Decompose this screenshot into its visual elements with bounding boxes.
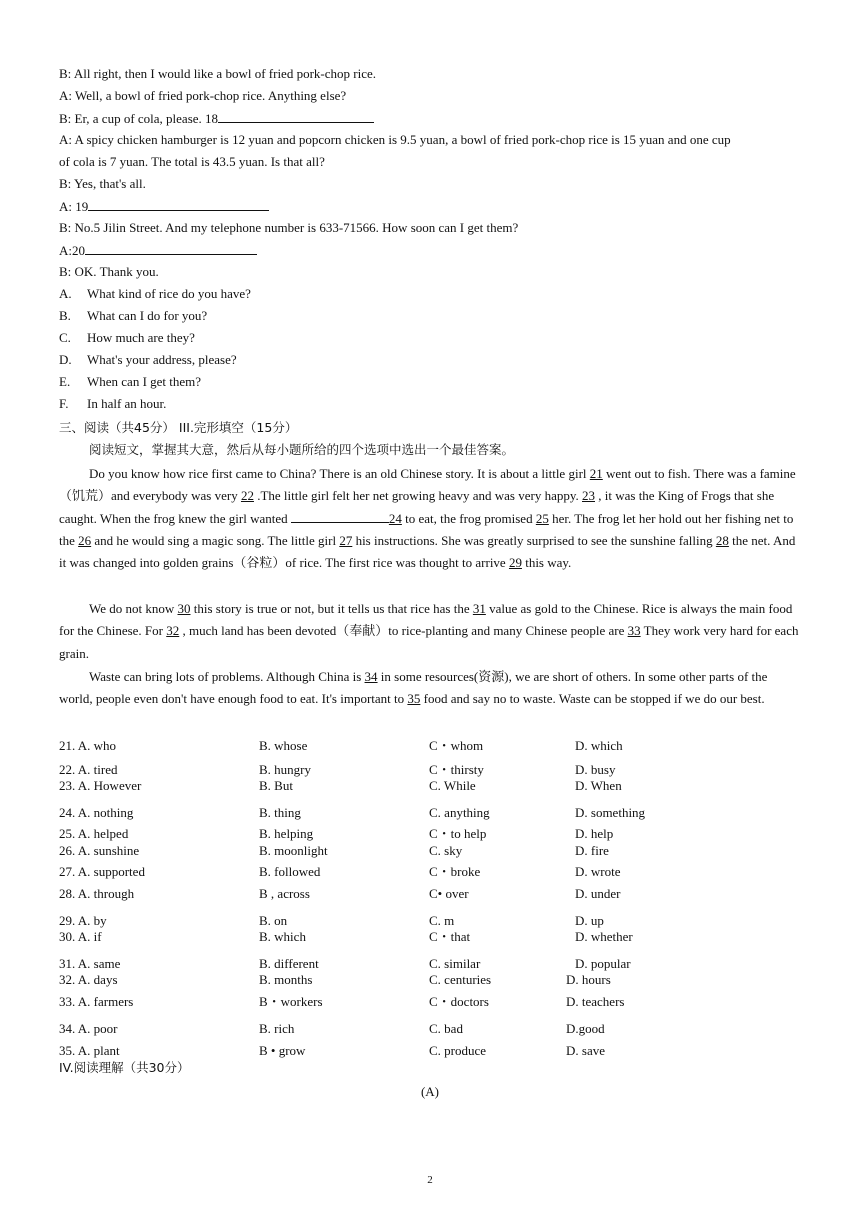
dialog-line: B: Er, a cup of cola, please. 18 <box>59 110 374 127</box>
passage-text: his instructions. She was greatly surprised to see the sunshine falling <box>352 532 716 548</box>
blank-number-22[interactable]: 22 <box>240 488 254 504</box>
blank-number-32[interactable]: 32 <box>166 623 180 639</box>
dialog-line: A: Well, a bowl of fried pork-chop rice. Anything else? <box>59 88 347 103</box>
option-b[interactable]: B. thing <box>259 805 301 820</box>
option-d[interactable]: D. teachers <box>566 994 625 1009</box>
option-b[interactable]: B. on <box>259 913 288 928</box>
dialog-line: B: All right, then I would like a bowl of fried pork-chop rice. <box>59 66 376 81</box>
option-c[interactable]: C・broke <box>429 864 481 879</box>
option-b[interactable]: B. months <box>259 972 313 987</box>
blank-number-23[interactable]: 23 <box>582 488 595 504</box>
option-c[interactable]: C. similar <box>429 956 481 971</box>
section-heading: IV.阅读理解（共30分） <box>59 1060 190 1075</box>
blank-number-28[interactable]: 28 <box>715 532 729 548</box>
dialog-line: A: 19 <box>59 198 269 215</box>
passage-paragraph-1 <box>59 463 804 574</box>
answer-blank-19[interactable] <box>88 198 269 211</box>
option-c[interactable]: C. While <box>429 778 476 793</box>
passage-text: They work very hard for each grain. <box>59 623 799 661</box>
option-d[interactable]: D. save <box>566 1043 605 1058</box>
option-d[interactable]: D. help <box>575 826 614 841</box>
question-option-a[interactable]: 22. A. tired <box>59 762 118 777</box>
option-c[interactable]: C. anything <box>429 805 490 820</box>
option-c[interactable]: C・doctors <box>429 994 489 1009</box>
option-d[interactable]: D. busy <box>575 762 616 777</box>
question-option-a[interactable]: 29. A. by <box>59 913 107 928</box>
blank-number-27[interactable]: 27 <box>339 532 353 548</box>
question-option-a[interactable]: 32. A. days <box>59 972 118 987</box>
option-c[interactable]: C・thirsty <box>429 762 484 777</box>
option-c[interactable]: C. m <box>429 913 455 928</box>
option-b[interactable]: B. hungry <box>259 762 311 777</box>
dialog-line: B: Yes, that's all. <box>59 176 146 191</box>
passage-text: this way. <box>521 555 572 571</box>
option-d[interactable]: D. up <box>575 913 604 928</box>
passage-text: value as gold to the Chinese. Rice is always the main food for the Chinese. For <box>59 601 793 639</box>
option-b[interactable]: B , across <box>259 886 310 901</box>
blank-number-24[interactable]: 24 <box>388 510 402 526</box>
choice-item: A. What kind of rice do you have? <box>59 286 251 301</box>
question-option-a[interactable]: 26. A. sunshine <box>59 843 140 858</box>
question-option-a[interactable]: 30. A. if <box>59 929 102 944</box>
option-d[interactable]: D. which <box>575 738 623 753</box>
option-c[interactable]: C・that <box>429 929 471 944</box>
option-c[interactable]: C. bad <box>429 1021 463 1036</box>
passage-text: We do not know <box>89 601 178 616</box>
option-b[interactable]: B. followed <box>259 864 321 879</box>
choice-item: B. What can I do for you? <box>59 308 208 323</box>
blank-number-29[interactable]: 29 <box>508 555 522 571</box>
option-d[interactable]: D. popular <box>575 956 631 971</box>
option-d[interactable]: D. wrote <box>575 864 621 879</box>
question-option-a[interactable]: 23. A. However <box>59 778 142 793</box>
choice-item: C. How much are they? <box>59 330 195 345</box>
passage-text: went out to fish. There was a famine（饥荒）and everybody was very <box>59 466 796 504</box>
blank-number-21[interactable]: 21 <box>589 466 603 481</box>
option-b[interactable]: B. But <box>259 778 293 793</box>
option-d[interactable]: D. something <box>575 805 646 820</box>
option-c[interactable]: C• over <box>429 886 469 901</box>
page-number: 2 <box>427 1174 433 1186</box>
dialog-line: A: A spicy chicken hamburger is 12 yuan and popcorn chicken is 9.5 yuan, a bowl of fried pork-chop rice is 15 yuan and one cup <box>59 132 731 147</box>
option-c[interactable]: C. produce <box>429 1043 487 1058</box>
option-c[interactable]: C・to help <box>429 826 487 841</box>
option-b[interactable]: B. helping <box>259 826 314 841</box>
option-d[interactable]: D.good <box>566 1021 605 1036</box>
option-d[interactable]: D. under <box>575 886 621 901</box>
answer-blank-20[interactable] <box>85 242 257 255</box>
answer-blank[interactable] <box>291 510 389 523</box>
question-option-a[interactable]: 24. A. nothing <box>59 805 134 820</box>
passage-paragraph-2 <box>59 598 804 665</box>
option-c[interactable]: C・whom <box>429 738 484 753</box>
option-d[interactable]: D. whether <box>575 929 633 944</box>
passage-text: in some resources(资源), we are short of others. In some other parts of the world, people even don't have enough food to eat. It's important to <box>59 669 768 707</box>
passage-text: this story is true or not, but it tells us that rice has the <box>190 601 473 616</box>
blank-number-35[interactable]: 35 <box>407 691 421 707</box>
blank-number-30[interactable]: 30 <box>177 601 191 616</box>
option-d[interactable]: D. When <box>575 778 622 793</box>
option-d[interactable]: D. hours <box>566 972 611 987</box>
blank-number-34[interactable]: 34 <box>364 669 378 684</box>
passage-text: food and say no to waste. Waste can be stopped if we do our best. <box>420 691 765 707</box>
part-label: (A) <box>420 1084 440 1099</box>
choice-item: F. In half an hour. <box>59 396 167 411</box>
section-heading: 三、阅读（共45分） III.完形填空（15分） <box>59 420 298 435</box>
option-b[interactable]: B. rich <box>259 1021 295 1036</box>
option-c[interactable]: C. centuries <box>429 972 492 987</box>
question-option-a[interactable]: 28. A. through <box>59 886 135 901</box>
question-option-a[interactable]: 21. A. who <box>59 738 117 753</box>
answer-blank-18[interactable] <box>218 110 374 123</box>
blank-number-31[interactable]: 31 <box>472 601 486 616</box>
passage-text: her. The frog let her hold out her fishing net to the <box>59 510 794 548</box>
choice-item: E. When can I get them? <box>59 374 202 389</box>
instruction-text: 阅读短文，掌握其大意，然后从每小题所给的四个选项中选出一个最佳答案。 <box>89 442 515 457</box>
option-b[interactable]: B • grow <box>259 1043 306 1058</box>
option-b[interactable]: B. moonlight <box>259 843 328 858</box>
choice-item: D. What's your address, please? <box>59 352 237 367</box>
dialog-line: B: No.5 Jilin Street. And my telephone number is 633-71566. How soon can I get them? <box>59 220 519 235</box>
option-b[interactable]: B・workers <box>259 994 323 1009</box>
passage-text: and he would sing a magic song. The little girl <box>91 532 340 548</box>
passage-text: the net. And it was changed into golden grains（谷粒）of rice. The first rice was thought to arrive <box>59 532 796 571</box>
question-option-a[interactable]: 35. A. plant <box>59 1043 120 1058</box>
passage-paragraph-3 <box>59 666 804 711</box>
passage-text: .The little girl felt her net growing heavy and was very happy. <box>253 488 582 504</box>
dialog-line: A:20 <box>59 242 257 259</box>
option-b[interactable]: B. different <box>259 956 319 971</box>
question-option-a[interactable]: 25. A. helped <box>59 826 129 841</box>
passage-text: to eat, the frog promised <box>401 510 536 526</box>
option-b[interactable]: B. which <box>259 929 306 944</box>
blank-number-25[interactable]: 25 <box>535 510 549 526</box>
question-option-a[interactable]: 34. A. poor <box>59 1021 118 1036</box>
option-b[interactable]: B. whose <box>259 738 308 753</box>
option-c[interactable]: C. sky <box>429 843 463 858</box>
blank-number-33[interactable]: 33 <box>627 623 641 639</box>
option-d[interactable]: D. fire <box>575 843 609 858</box>
question-option-a[interactable]: 27. A. supported <box>59 864 145 879</box>
dialog-line: B: OK. Thank you. <box>59 264 159 279</box>
passage-text: Do you know how rice first came to China? There is an old Chinese story. It is about a little girl <box>89 466 590 481</box>
question-option-a[interactable]: 33. A. farmers <box>59 994 134 1009</box>
passage-text: , it was the King of Frogs that she caught. When the frog knew the girl wanted <box>59 488 775 526</box>
blank-number-26[interactable]: 26 <box>78 532 92 548</box>
question-option-a[interactable]: 31. A. same <box>59 956 121 971</box>
dialog-line: of cola is 7 yuan. The total is 43.5 yuan. Is that all? <box>59 154 325 169</box>
passage-text: , much land has been devoted（奉献）to rice-planting and many Chinese people are <box>179 623 628 639</box>
passage-text: Waste can bring lots of problems. Although China is <box>89 669 365 684</box>
